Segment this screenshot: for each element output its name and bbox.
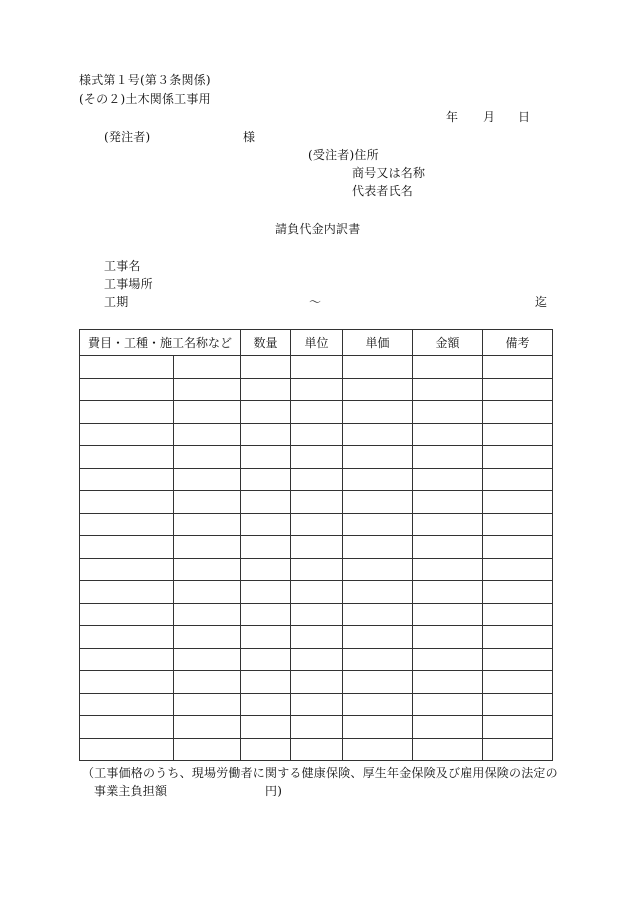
table-cell: [413, 468, 483, 491]
header-unit-price: 単価: [343, 330, 413, 356]
table-cell: [413, 401, 483, 424]
table-cell: [241, 716, 291, 739]
table-cell: [174, 626, 241, 649]
table-cell: [413, 423, 483, 446]
project-period-until: 迄: [535, 295, 548, 309]
table-cell: [291, 648, 343, 671]
table-cell: [483, 626, 553, 649]
table-cell: [174, 491, 241, 514]
table-row: [80, 536, 553, 559]
date-year: 年: [446, 110, 459, 124]
table-cell: [413, 536, 483, 559]
table-cell: [413, 513, 483, 536]
table-cell: [483, 446, 553, 469]
project-name-label: 工事名: [104, 259, 141, 273]
table-row: [80, 491, 553, 514]
table-cell: [241, 581, 291, 604]
table-cell: [483, 716, 553, 739]
table-cell: [483, 558, 553, 581]
table-cell: [483, 513, 553, 536]
table-row: [80, 581, 553, 604]
table-cell: [483, 401, 553, 424]
table-cell: [413, 738, 483, 761]
form-subtitle: (その２)土木関係工事用: [79, 92, 211, 106]
table-cell: [291, 423, 343, 446]
table-cell: [483, 693, 553, 716]
table-cell: [174, 648, 241, 671]
table-row: [80, 401, 553, 424]
table-cell: [80, 401, 174, 424]
table-cell: [291, 468, 343, 491]
table-cell: [241, 513, 291, 536]
table-cell: [343, 401, 413, 424]
table-cell: [483, 423, 553, 446]
table-cell: [174, 671, 241, 694]
table-cell: [174, 536, 241, 559]
date-day: 日: [518, 110, 531, 124]
header-remarks: 備考: [483, 330, 553, 356]
table-cell: [483, 603, 553, 626]
table-cell: [343, 738, 413, 761]
table-cell: [343, 716, 413, 739]
table-row: [80, 626, 553, 649]
table-row: [80, 738, 553, 761]
table-row: [80, 513, 553, 536]
table-cell: [241, 491, 291, 514]
table-cell: [343, 581, 413, 604]
table-cell: [413, 603, 483, 626]
table-cell: [483, 491, 553, 514]
table-row: [80, 603, 553, 626]
table-cell: [174, 738, 241, 761]
table-cell: [80, 378, 174, 401]
table-cell: [413, 558, 483, 581]
table-row: [80, 446, 553, 469]
table-cell: [174, 716, 241, 739]
table-cell: [291, 536, 343, 559]
footnote-yen: 円): [265, 784, 283, 798]
table-cell: [413, 626, 483, 649]
table-cell: [80, 648, 174, 671]
table-cell: [241, 738, 291, 761]
table-cell: [241, 356, 291, 379]
table-cell: [80, 738, 174, 761]
table-cell: [291, 626, 343, 649]
header-quantity: 数量: [241, 330, 291, 356]
table-cell: [413, 693, 483, 716]
table-cell: [241, 693, 291, 716]
table-cell: [343, 468, 413, 491]
table-cell: [174, 513, 241, 536]
table-cell: [483, 581, 553, 604]
table-row: [80, 648, 553, 671]
table-cell: [291, 446, 343, 469]
table-cell: [80, 581, 174, 604]
table-cell: [291, 693, 343, 716]
table-cell: [483, 648, 553, 671]
table-cell: [343, 648, 413, 671]
table-cell: [241, 671, 291, 694]
table-cell: [343, 626, 413, 649]
table-cell: [80, 603, 174, 626]
date-month: 月: [483, 110, 496, 124]
table-cell: [343, 423, 413, 446]
project-period-tilde: 〜: [309, 295, 322, 309]
table-cell: [291, 738, 343, 761]
table-cell: [343, 603, 413, 626]
table-cell: [241, 648, 291, 671]
table-cell: [291, 581, 343, 604]
table-cell: [241, 558, 291, 581]
table-cell: [413, 581, 483, 604]
table-cell: [174, 356, 241, 379]
table-cell: [241, 378, 291, 401]
table-cell: [343, 513, 413, 536]
document-title: 請負代金内訳書: [275, 222, 361, 236]
table-cell: [174, 378, 241, 401]
table-row: [80, 468, 553, 491]
header-item-name: 費目・工種・施工名称など: [80, 330, 241, 356]
table-cell: [174, 401, 241, 424]
table-cell: [291, 491, 343, 514]
date-line: [446, 110, 536, 124]
table-cell: [241, 446, 291, 469]
header-unit: 単位: [291, 330, 343, 356]
table-cell: [80, 513, 174, 536]
table-cell: [80, 446, 174, 469]
table-cell: [343, 558, 413, 581]
table-cell: [174, 446, 241, 469]
table-cell: [80, 693, 174, 716]
footnote-label: 事業主負担額: [94, 784, 168, 798]
table-cell: [80, 468, 174, 491]
table-cell: [291, 513, 343, 536]
table-cell: [291, 671, 343, 694]
table-cell: [413, 648, 483, 671]
table-cell: [483, 671, 553, 694]
table-cell: [241, 423, 291, 446]
table-cell: [291, 401, 343, 424]
table-cell: [483, 468, 553, 491]
table-cell: [291, 356, 343, 379]
table-cell: [241, 468, 291, 491]
table-cell: [343, 693, 413, 716]
table-cell: [291, 603, 343, 626]
table-cell: [80, 491, 174, 514]
table-cell: [413, 671, 483, 694]
table-cell: [483, 356, 553, 379]
table-cell: [291, 716, 343, 739]
orderer-label: (発注者): [104, 130, 151, 144]
table-cell: [80, 356, 174, 379]
table-cell: [174, 603, 241, 626]
table-cell: [241, 603, 291, 626]
table-row: [80, 423, 553, 446]
table-cell: [174, 558, 241, 581]
table-cell: [241, 626, 291, 649]
table-cell: [343, 671, 413, 694]
table-cell: [80, 423, 174, 446]
table-row: [80, 356, 553, 379]
table-cell: [80, 671, 174, 694]
project-period-label: 工期: [104, 295, 129, 309]
form-number: 様式第１号(第３条関係): [79, 73, 211, 87]
table-cell: [483, 378, 553, 401]
table-cell: [174, 423, 241, 446]
table-cell: [241, 401, 291, 424]
table-cell: [343, 356, 413, 379]
table-cell: [291, 378, 343, 401]
breakdown-table: [79, 329, 553, 761]
table-row: [80, 716, 553, 739]
table-cell: [80, 626, 174, 649]
table-row: [80, 671, 553, 694]
table-row: [80, 378, 553, 401]
table-cell: [174, 468, 241, 491]
table-cell: [80, 536, 174, 559]
table-cell: [413, 356, 483, 379]
project-place-label: 工事場所: [104, 277, 153, 291]
table-row: [80, 558, 553, 581]
orderer-suffix: 様: [243, 130, 256, 144]
table-cell: [241, 536, 291, 559]
table-cell: [343, 491, 413, 514]
contractor-trade-name: 商号又は名称: [352, 166, 426, 180]
table-cell: [343, 536, 413, 559]
header-amount: 金額: [413, 330, 483, 356]
table-cell: [80, 716, 174, 739]
table-cell: [291, 558, 343, 581]
table-cell: [413, 491, 483, 514]
table-cell: [80, 558, 174, 581]
table-cell: [413, 716, 483, 739]
table-cell: [413, 446, 483, 469]
table-cell: [174, 581, 241, 604]
table-cell: [413, 378, 483, 401]
table-header-row: [80, 330, 553, 356]
table-cell: [483, 536, 553, 559]
table-cell: [483, 738, 553, 761]
table-cell: [343, 446, 413, 469]
footnote-line1: （工事価格のうち、現場労働者に関する健康保険、厚生年金保険及び雇用保険の法定の: [82, 766, 558, 780]
contractor-address: (受注者)住所: [308, 148, 379, 162]
contractor-representative: 代表者氏名: [352, 184, 414, 198]
table-cell: [343, 378, 413, 401]
table-cell: [174, 693, 241, 716]
table-row: [80, 693, 553, 716]
